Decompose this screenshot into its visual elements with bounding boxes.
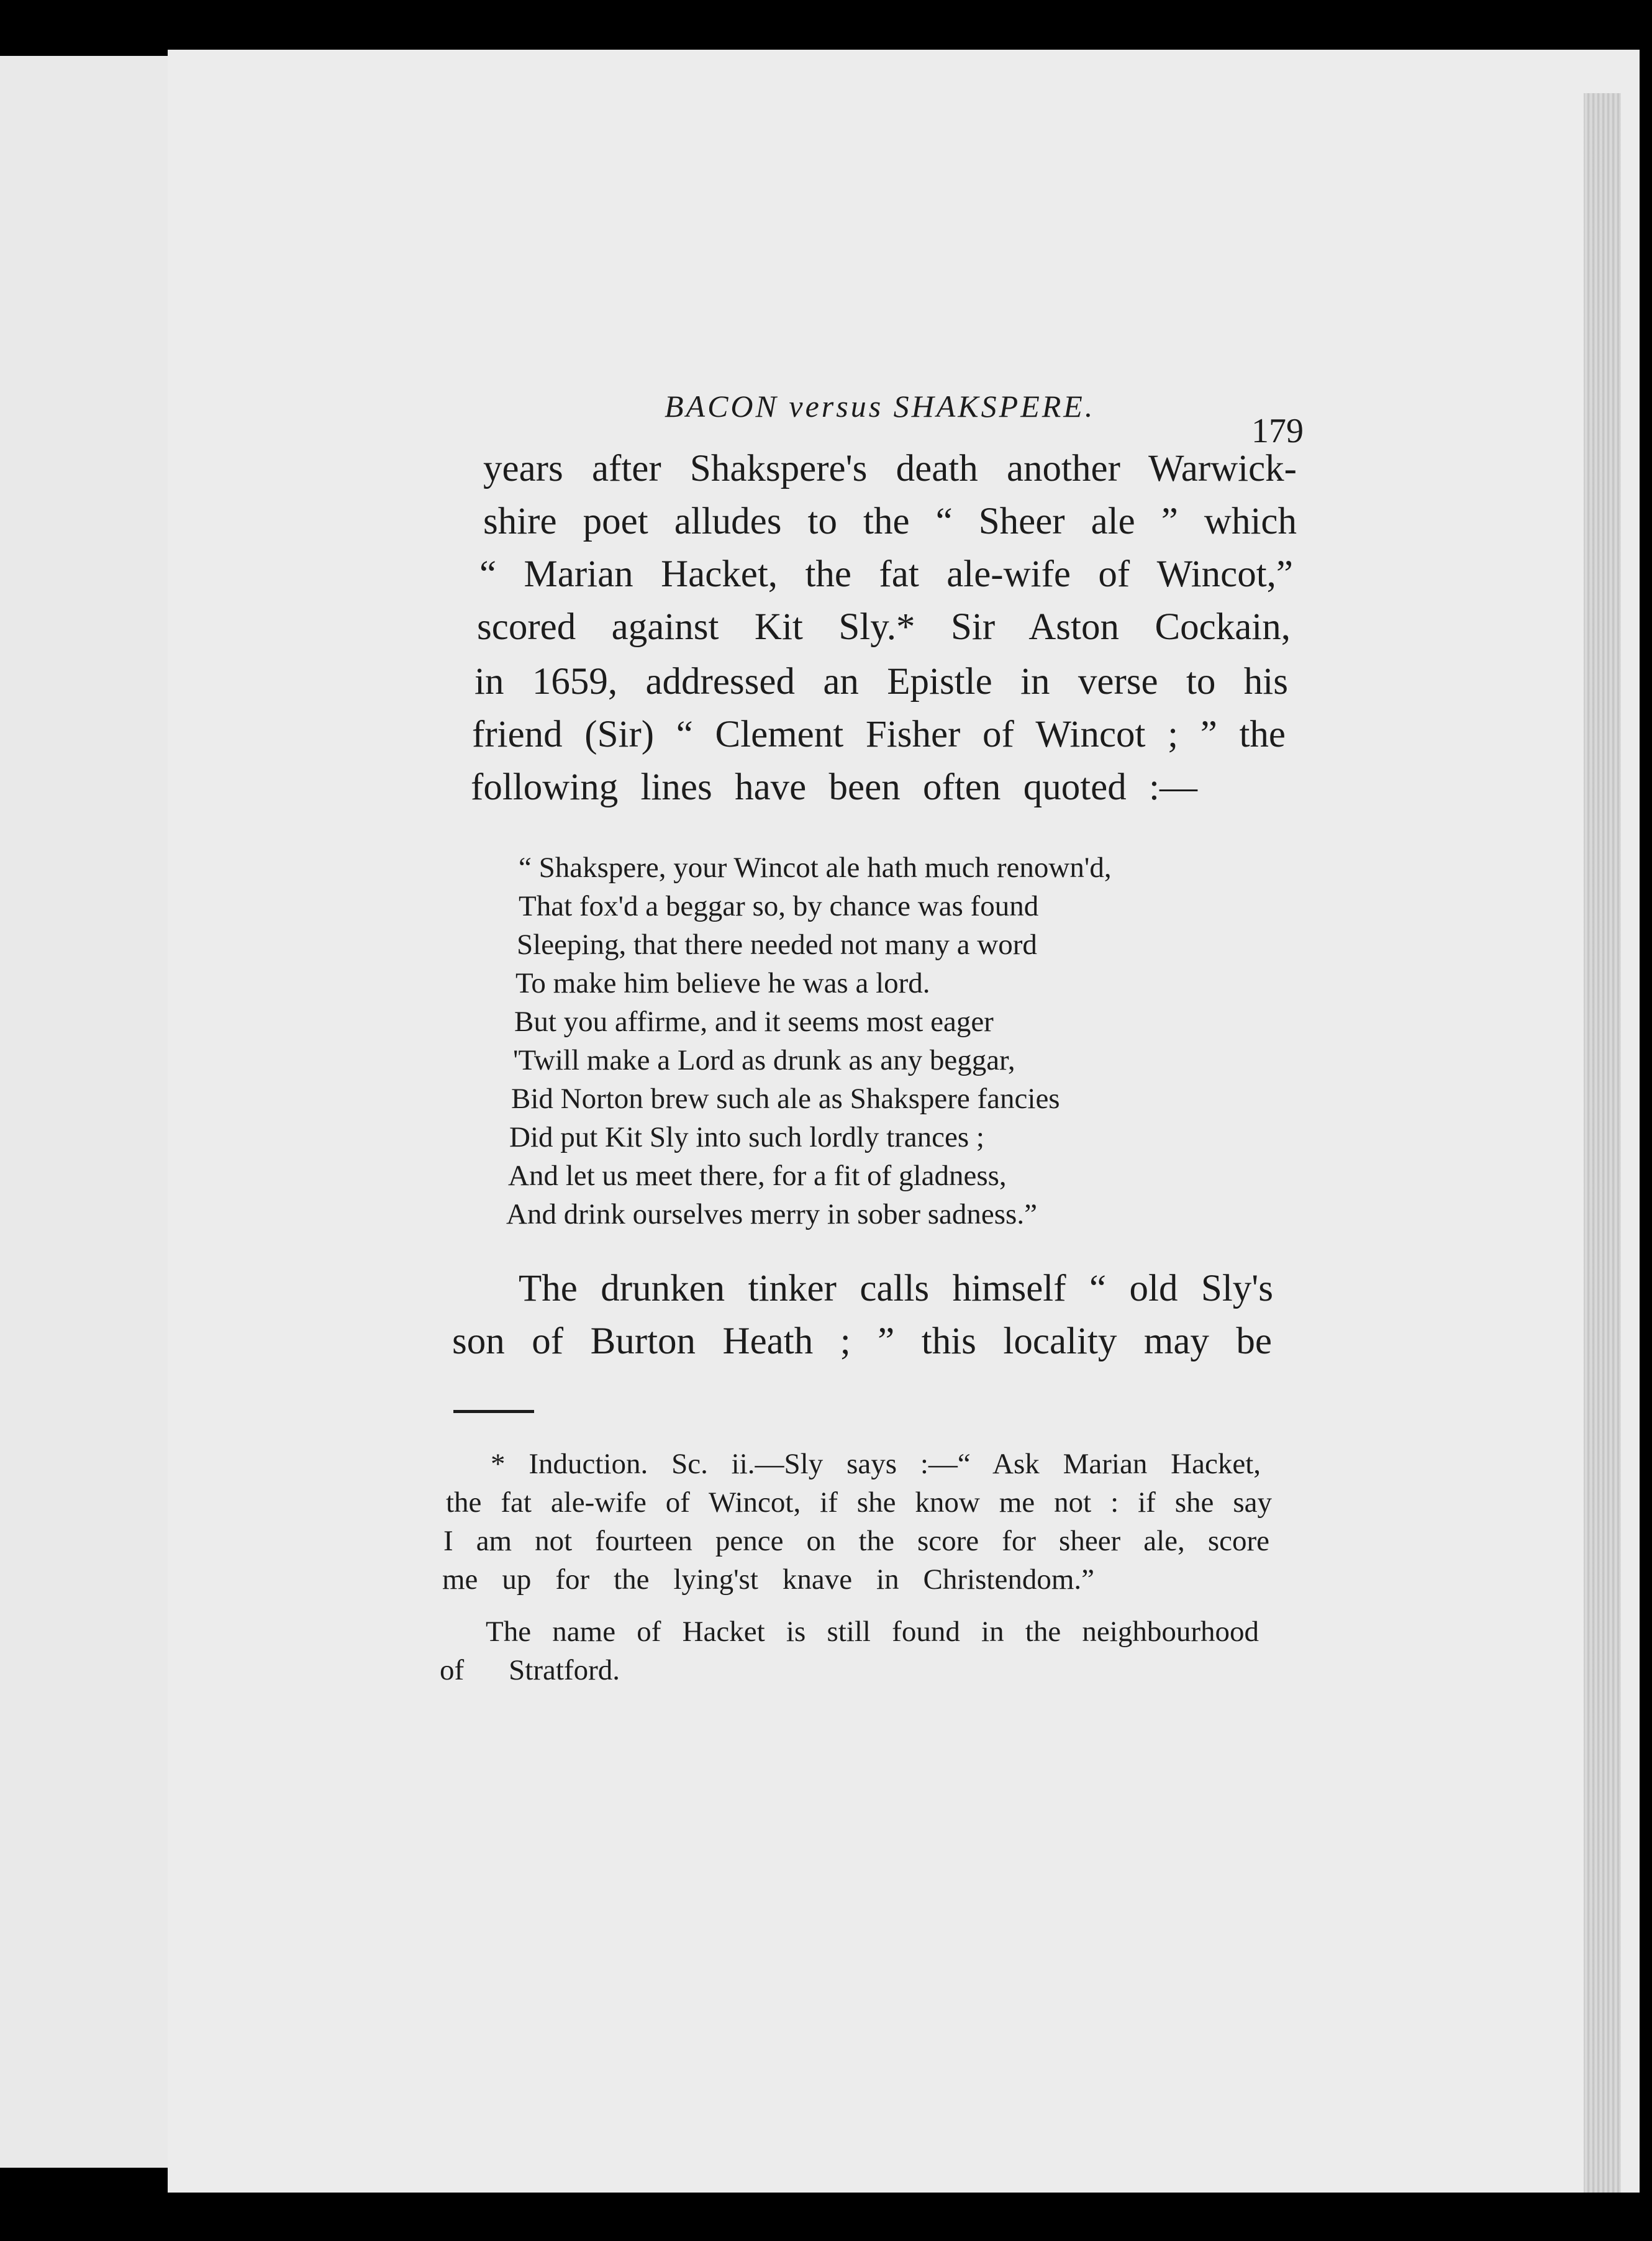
footnote-line: me up for the lying'st knave in Christendom.” <box>442 1563 1094 1596</box>
verse-line: Did put Kit Sly into such lordly trances ; <box>509 1121 984 1153</box>
verse-line: 'Twill make a Lord as drunk as any beggar, <box>513 1044 1015 1076</box>
verse-line: But you affirme, and it seems most eager <box>514 1006 994 1038</box>
body-line: son of Burton Heath ; ” this locality may be <box>452 1321 1272 1362</box>
verse-line: Sleeping, that there needed not many a word <box>517 929 1037 961</box>
page-number: 179 <box>1251 412 1304 450</box>
footnote-line: * Induction. Sc. ii.—Sly says :—“ Ask Marian Hacket, <box>491 1448 1261 1480</box>
body-line: “ Marian Hacket, the fat ale-wife of Wincot,” <box>479 553 1293 595</box>
footnote-line: the fat ale-wife of Wincot, if she know me not : if she say <box>446 1486 1272 1519</box>
footnote-line: of Stratford. <box>440 1654 620 1686</box>
verse-line: To make him believe he was a lord. <box>515 967 930 999</box>
footnote-rule <box>453 1410 534 1413</box>
body-line: scored against Kit Sly.* Sir Aston Cockain, <box>477 606 1291 648</box>
body-line: friend (Sir) “ Clement Fisher of Wincot ; ” the <box>472 714 1286 755</box>
running-head: BACON versus SHAKSPERE. <box>665 389 1096 424</box>
verse-line: “ Shakspere, your Wincot ale hath much renown'd, <box>519 852 1112 884</box>
body-line: shire poet alludes to the “ Sheer ale ” which <box>483 501 1297 542</box>
body-line: in 1659, addressed an Epistle in verse to his <box>474 661 1288 702</box>
body-line: following lines have been often quoted :— <box>471 766 1197 808</box>
verse-line: That fox'd a beggar so, by chance was found <box>519 890 1039 922</box>
verse-line: Bid Norton brew such ale as Shakspere fancies <box>511 1083 1060 1115</box>
body-line: years after Shakspere's death another Warwick- <box>483 448 1297 489</box>
footnote-line: I am not fourteen pence on the score for sheer ale, score <box>443 1525 1269 1557</box>
footnote-line: The name of Hacket is still found in the neighbourhood <box>486 1616 1259 1648</box>
verse-line: And let us meet there, for a fit of gladness, <box>508 1160 1007 1192</box>
verse-line: And drink ourselves merry in sober sadness.” <box>506 1198 1037 1230</box>
body-line: The drunken tinker calls himself “ old Sly's <box>519 1268 1273 1309</box>
